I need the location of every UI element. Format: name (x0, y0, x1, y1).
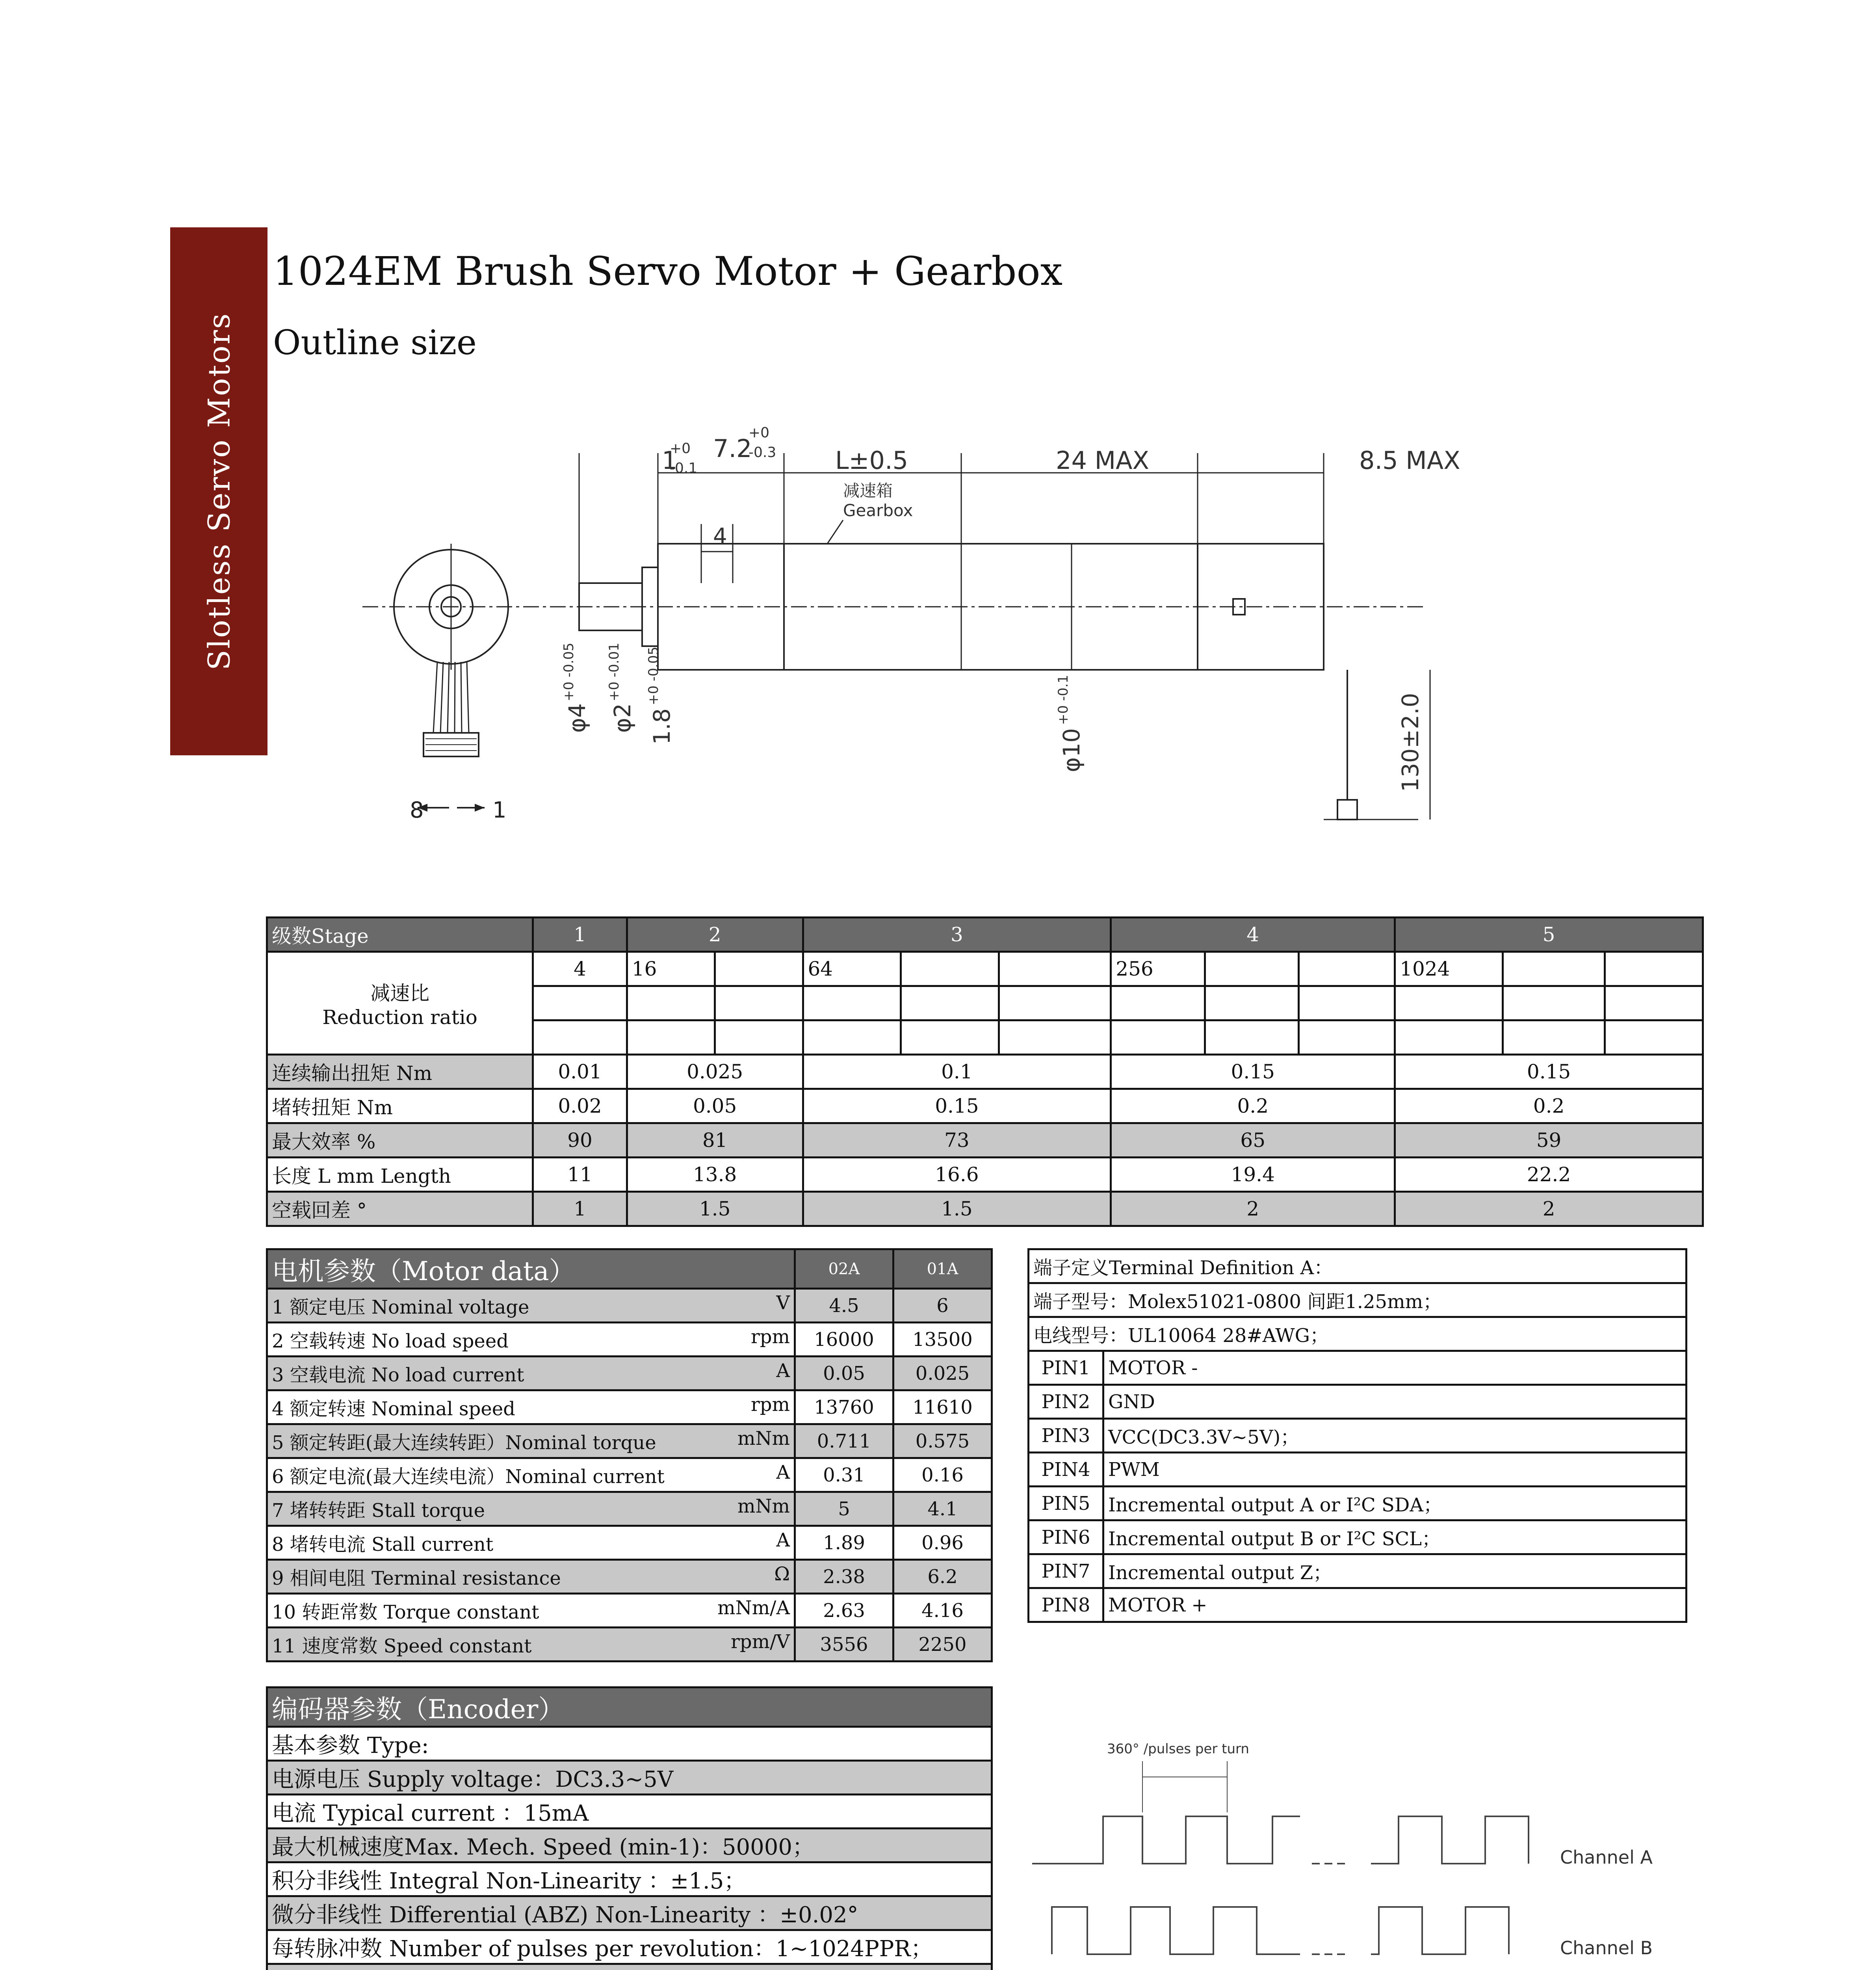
svg-text:φ2: φ2 (609, 703, 636, 733)
value-cell: 73 (803, 1123, 1111, 1158)
motor-v1: 0.05 (795, 1357, 893, 1390)
motor-v2: 0.96 (893, 1526, 992, 1560)
motor-row-unit: rpm/V (730, 1631, 790, 1653)
dim-7-2-sup: +0 (749, 425, 770, 441)
motor-table-title: 电机参数（Motor data） (267, 1249, 795, 1289)
motor-row-unit: rpm (750, 1394, 790, 1416)
cable-wires (433, 662, 469, 733)
pin-id: PIN7 (1029, 1554, 1103, 1588)
row-label: 最大效率 % (267, 1123, 533, 1158)
encoder-row: 最大机械速度Max. Mech. Speed (min-1)：50000； (267, 1829, 992, 1862)
stage-header-label: 级数Stage (267, 918, 533, 952)
motor-row-label: 11 速度常数 Speed constant (272, 1635, 532, 1657)
value-cell: 0.02 (533, 1089, 627, 1123)
channel-a-wave (1032, 1816, 1300, 1864)
dim-1-sub: -0.1 (670, 460, 698, 476)
motor-row-label: 7 堵转转距 Stall torque (272, 1500, 485, 1522)
svg-text:+0 -0.05: +0 -0.05 (646, 647, 661, 705)
dim-phi10 (1055, 675, 1085, 772)
side-view (579, 544, 1418, 820)
encoder-row: 每转脉冲数 Number of pulses per revolution：1~1024PPR； (267, 1930, 992, 1964)
value-cell: 19.4 (1111, 1158, 1395, 1192)
dim-1-sup: +0 (670, 440, 691, 457)
value-cell: 22.2 (1395, 1158, 1703, 1192)
dim-7-2: 7.2 (713, 434, 752, 463)
motor-v2: 2250 (893, 1628, 992, 1661)
svg-text:φ4: φ4 (564, 703, 591, 733)
pin-desc: GND (1103, 1385, 1687, 1419)
dim-7-2-sub: -0.3 (749, 444, 776, 461)
motor-row-unit: A (776, 1360, 790, 1382)
dim-24-max: 24 MAX (1056, 446, 1149, 475)
value-cell: 0.2 (1111, 1089, 1395, 1123)
motor-v2: 6.2 (893, 1560, 992, 1594)
sidebar-banner (170, 227, 267, 755)
ratio-5: 1024 (1395, 952, 1503, 986)
svg-text:+0 -0.05: +0 -0.05 (561, 643, 577, 701)
motor-v1: 0.31 (795, 1458, 893, 1492)
motor-v1: 2.63 (795, 1594, 893, 1628)
motor-row-label: 10 转距常数 Torque constant (272, 1601, 539, 1623)
ratio-1: 4 (533, 952, 627, 986)
pin-id: PIN6 (1029, 1520, 1103, 1554)
motor-row-unit: mNm (737, 1427, 790, 1450)
value-cell: 0.15 (803, 1089, 1111, 1123)
dim-1: 1 (662, 446, 678, 475)
motor-row-label: 4 额定转速 Nominal speed (272, 1398, 515, 1420)
dim-1-8 (646, 647, 675, 745)
stage-1: 1 (533, 918, 627, 952)
ratio-label-en: Reduction ratio (322, 1006, 477, 1029)
encoder-title: 编码器参数（Encoder） (267, 1688, 992, 1727)
pin8-label: 8 (410, 797, 424, 823)
svg-text:+0 -0.1: +0 -0.1 (1055, 675, 1071, 725)
motor-row-unit: Ω (774, 1563, 790, 1585)
ratio-4: 256 (1111, 952, 1205, 986)
svg-text:1.8: 1.8 (648, 708, 675, 745)
motor-v1: 3556 (795, 1628, 893, 1661)
value-cell: 0.2 (1395, 1089, 1703, 1123)
encoder-waveform (1024, 1726, 1653, 1970)
svg-text:130±2.0: 130±2.0 (1397, 693, 1424, 792)
value-cell: 16.6 (803, 1158, 1111, 1192)
pin-id: PIN4 (1029, 1453, 1103, 1487)
motor-data-table (266, 1248, 993, 1662)
motor-row-unit: rpm (750, 1326, 790, 1348)
value-cell: 81 (627, 1123, 803, 1158)
lead-connector (1337, 800, 1357, 820)
row-label: 空载回差 ° (267, 1192, 533, 1226)
channel-b-wave-end (1371, 1907, 1509, 1954)
svg-text:+0 -0.01: +0 -0.01 (606, 643, 622, 701)
page-title: 1024EM Brush Servo Motor + Gearbox (273, 248, 1063, 294)
value-cell: 90 (533, 1123, 627, 1158)
terminal-title: 端子定义Terminal Definition A： (1029, 1249, 1687, 1283)
dim-phi4 (561, 643, 591, 733)
pin-desc: VCC(DC3.3V~5V)； (1103, 1419, 1687, 1453)
gearbox-label-en: Gearbox (843, 501, 913, 520)
stage-5: 5 (1395, 918, 1703, 952)
motor-v2: 0.16 (893, 1458, 992, 1492)
pin-id: PIN5 (1029, 1487, 1103, 1520)
encoder-row: 积分非线性 Integral Non-Linearity ：±1.5； (267, 1862, 992, 1896)
pin-desc: Incremental output A or I²C SDA； (1103, 1487, 1687, 1520)
end-view (394, 544, 508, 823)
motor-v1: 13760 (795, 1390, 893, 1424)
motor-v1: 16000 (795, 1323, 893, 1357)
outline-drawing (355, 406, 1497, 847)
encoder-row: 基本参数 Type: (267, 1727, 992, 1761)
value-cell: 2 (1395, 1192, 1703, 1226)
terminal-table (1027, 1248, 1687, 1623)
value-cell: 0.15 (1395, 1055, 1703, 1089)
motor-row-label: 2 空载转速 No load speed (272, 1330, 509, 1352)
svg-text:φ10: φ10 (1058, 728, 1085, 772)
motor-row-label: 5 额定转距(最大连续转距）Nominal torque (272, 1432, 656, 1454)
ratio-label-cn: 减速比 (370, 982, 430, 1005)
motor-v2: 11610 (893, 1390, 992, 1424)
encoder-table (266, 1686, 993, 1970)
motor-v2: 0.575 (893, 1424, 992, 1458)
ratio-3: 64 (803, 952, 901, 986)
terminal-wire: 电线型号：UL10064 28#AWG； (1029, 1317, 1687, 1351)
motor-v1: 2.38 (795, 1560, 893, 1594)
channel-b-wave (1052, 1907, 1300, 1954)
value-cell: 0.1 (803, 1055, 1111, 1089)
encoder-row: 电流 Typical current ：15mA (267, 1795, 992, 1829)
motor-row-label: 6 额定电流(最大连续电流）Nominal current (272, 1466, 665, 1488)
motor-v2: 13500 (893, 1323, 992, 1357)
value-cell: 0.05 (627, 1089, 803, 1123)
channel-a-label: Channel A (1560, 1847, 1653, 1868)
dim-4: 4 (713, 524, 727, 549)
pin-id: PIN3 (1029, 1419, 1103, 1453)
pin-id: PIN2 (1029, 1385, 1103, 1419)
dim-L: L±0.5 (835, 446, 908, 475)
encoder-row (267, 1964, 992, 1970)
stage-3: 3 (803, 918, 1111, 952)
motor-col-01a: 01A (893, 1249, 992, 1289)
pin-desc: Incremental output B or I²C SCL； (1103, 1520, 1687, 1554)
value-cell: 0.025 (627, 1055, 803, 1089)
motor-row-unit: mNm (737, 1495, 790, 1517)
motor-v1: 1.89 (795, 1526, 893, 1560)
pin1-label: 1 (492, 797, 507, 823)
value-cell: 13.8 (627, 1158, 803, 1192)
motor-v2: 0.025 (893, 1357, 992, 1390)
value-cell: 11 (533, 1158, 627, 1192)
row-label: 连续输出扭矩 Nm (267, 1055, 533, 1089)
pin-desc: Incremental output Z； (1103, 1554, 1687, 1588)
value-cell: 65 (1111, 1123, 1395, 1158)
pin-desc: MOTOR + (1103, 1588, 1687, 1622)
motor-row-label: 1 额定电压 Nominal voltage (272, 1296, 529, 1318)
motor-v1: 0.711 (795, 1424, 893, 1458)
row-label: 长度 L mm Length (267, 1158, 533, 1192)
encoder-row: 电源电压 Supply voltage：DC3.3~5V (267, 1761, 992, 1795)
value-cell: 1.5 (627, 1192, 803, 1226)
motor-row-unit: A (776, 1461, 790, 1483)
motor-row-label: 9 相间电阻 Terminal resistance (272, 1567, 561, 1589)
pin-desc: PWM (1103, 1453, 1687, 1487)
value-cell: 1 (533, 1192, 627, 1226)
encoder-row: 微分非线性 Differential (ABZ) Non-Linearity ：±0.02° (267, 1896, 992, 1930)
motor-row-label: 8 堵转电流 Stall current (272, 1533, 494, 1556)
row-label: 堵转扭矩 Nm (267, 1089, 533, 1123)
dim-phi2 (606, 643, 636, 733)
ratio-label (267, 952, 533, 1055)
pin-desc: MOTOR - (1103, 1351, 1687, 1385)
dim-8-5-max: 8.5 MAX (1359, 446, 1460, 475)
dim-wire-length (1397, 693, 1424, 792)
channel-b-label: Channel B (1560, 1937, 1653, 1959)
gearbox-label-cn: 减速箱 (843, 481, 893, 500)
motor-row-unit: V (776, 1292, 790, 1314)
motor-row-label: 3 空载电流 No load current (272, 1364, 524, 1386)
waveform-top-label: 360° /pulses per turn (1107, 1741, 1249, 1757)
motor-row-unit: A (776, 1529, 790, 1551)
stage-table (266, 916, 1704, 1227)
stage-4: 4 (1111, 918, 1395, 952)
motor-v1: 4.5 (795, 1289, 893, 1323)
motor-v2: 6 (893, 1289, 992, 1323)
value-cell: 0.01 (533, 1055, 627, 1089)
channel-a-wave-end (1371, 1816, 1529, 1864)
page-subtitle: Outline size (273, 323, 477, 362)
value-cell: 59 (1395, 1123, 1703, 1158)
stage-2: 2 (627, 918, 803, 952)
value-cell: 0.15 (1111, 1055, 1395, 1089)
motor-v2: 4.16 (893, 1594, 992, 1628)
value-cell: 1.5 (803, 1192, 1111, 1226)
sidebar-text: Slotless Servo Motors (201, 312, 236, 671)
value-cell: 2 (1111, 1192, 1395, 1226)
motor-v2: 4.1 (893, 1492, 992, 1526)
pin-id: PIN1 (1029, 1351, 1103, 1385)
terminal-model: 端子型号：Molex51021-0800 间距1.25mm； (1029, 1283, 1687, 1317)
pin-id: PIN8 (1029, 1588, 1103, 1622)
ratio-2: 16 (627, 952, 715, 986)
motor-v1: 5 (795, 1492, 893, 1526)
motor-row-unit: mNm/A (717, 1597, 790, 1619)
motor-col-02a: 02A (795, 1249, 893, 1289)
